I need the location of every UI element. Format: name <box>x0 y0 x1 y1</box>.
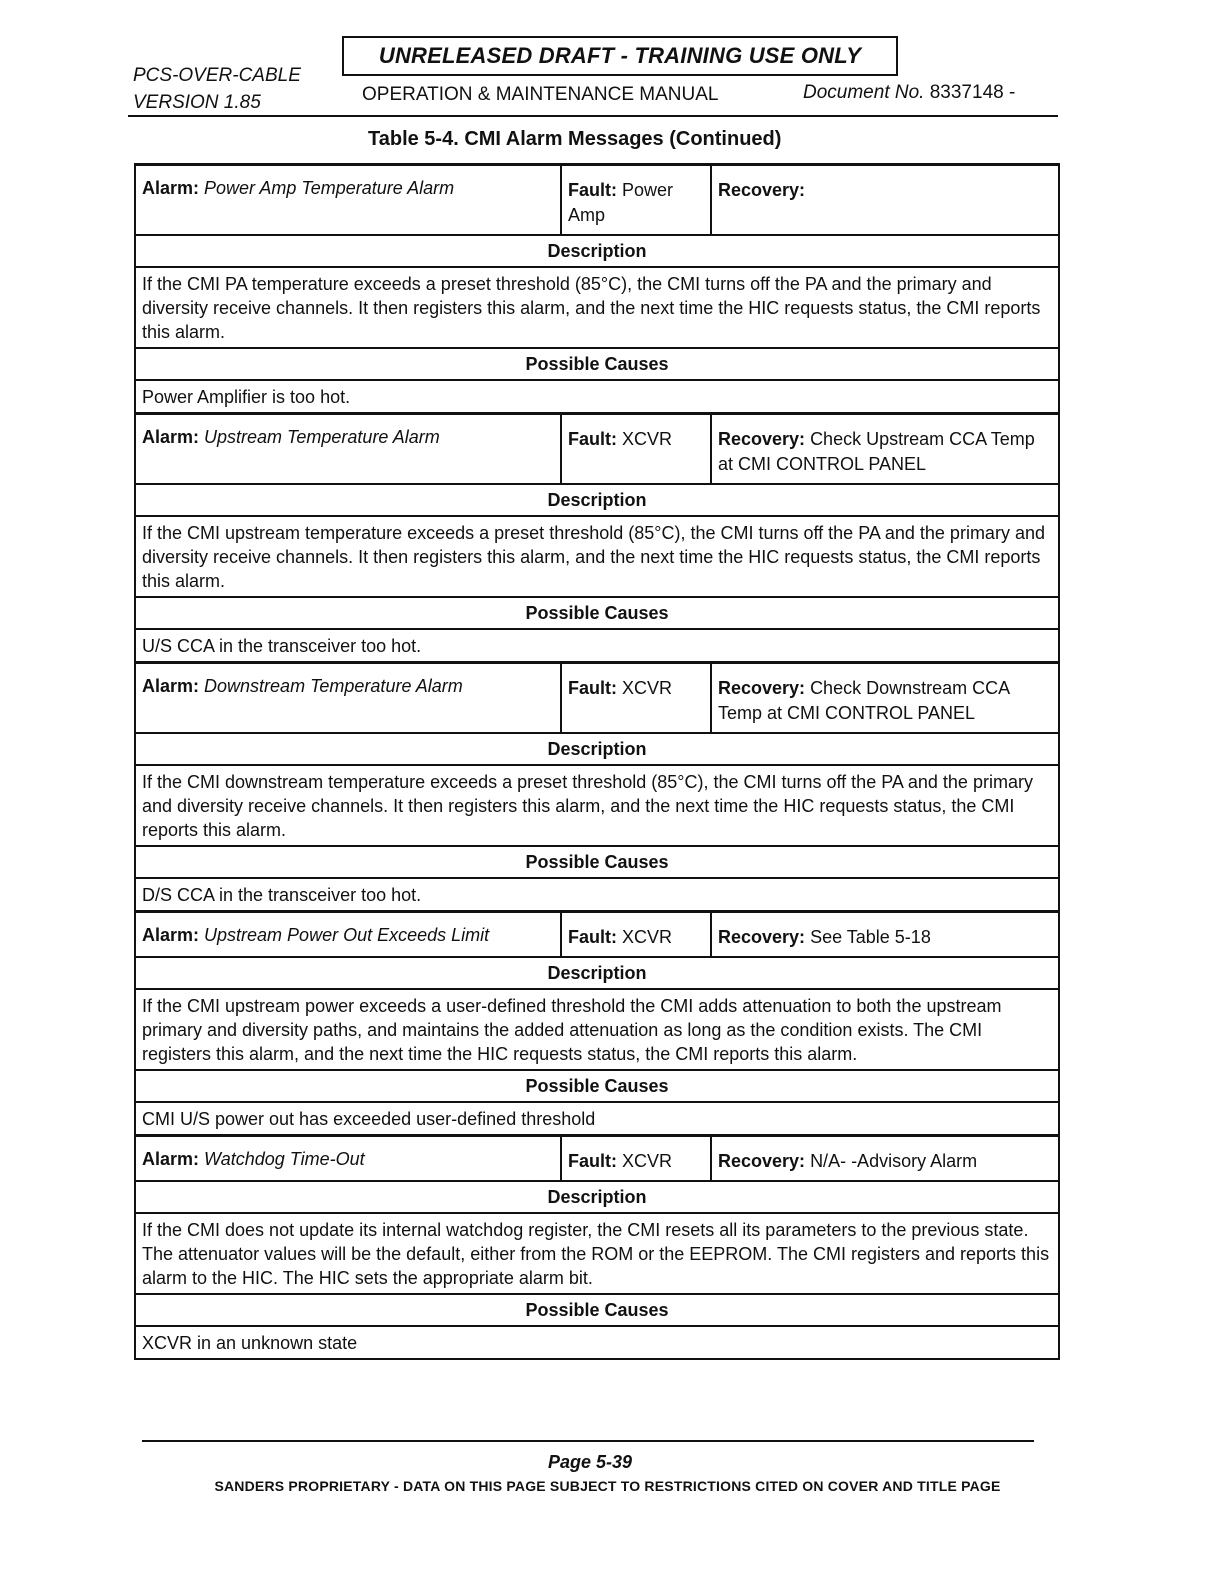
fault-label: Fault: <box>568 429 617 449</box>
recovery-label: Recovery: <box>718 678 806 698</box>
possible-causes-text: U/S CCA in the transceiver too hot. <box>136 628 1058 661</box>
product-name: PCS-OVER-CABLE <box>133 65 301 86</box>
alarm-label: Alarm: <box>142 925 200 945</box>
proprietary-notice: SANDERS PROPRIETARY - DATA ON THIS PAGE SUBJECT TO RESTRICTIONS CITED ON COVER AND TITLE PAGE <box>214 1478 1001 1494</box>
alarm-row <box>136 664 1058 732</box>
recovery-value: N/A- -Advisory Alarm <box>810 1151 978 1171</box>
alarm-row <box>136 1137 1058 1180</box>
alarm-name: Downstream Temperature Alarm <box>204 676 463 696</box>
document-number-label: Document No. <box>803 82 925 103</box>
description-heading: Description <box>136 483 1058 515</box>
possible-causes-text: XCVR in an unknown state <box>136 1325 1058 1358</box>
description-text: If the CMI PA temperature exceeds a preset threshold (85°C), the CMI turns off the PA and the primary and diversity receive channels. It then registers this alarm, and the next time the HIC requests status, the CMI reports this alarm. <box>136 266 1058 347</box>
header-left <box>133 62 301 116</box>
recovery-cell <box>712 913 1058 956</box>
alarm-cell <box>136 415 562 483</box>
fault-label: Fault: <box>568 1151 617 1171</box>
document-number-value: 8337148 - <box>929 82 1016 103</box>
possible-causes-heading: Possible Causes <box>136 845 1058 877</box>
fault-label: Fault: <box>568 678 617 698</box>
alarm-label: Alarm: <box>142 427 200 447</box>
possible-causes-heading: Possible Causes <box>136 347 1058 379</box>
recovery-cell <box>712 166 1058 234</box>
recovery-cell <box>712 415 1058 483</box>
document-number <box>803 82 1015 104</box>
fault-value: XCVR <box>622 1151 673 1171</box>
recovery-label: Recovery: <box>718 429 806 449</box>
fault-label: Fault: <box>568 180 617 200</box>
fault-cell <box>562 913 712 956</box>
table-title: Table 5-4. CMI Alarm Messages (Continued) <box>368 128 782 150</box>
fault-value: XCVR <box>622 927 673 947</box>
fault-cell <box>562 415 712 483</box>
alarm-block <box>134 163 1060 414</box>
description-text: If the CMI does not update its internal watchdog register, the CMI resets all its parameters to the previous state. The attenuator values will be the default, either from the ROM or the EEPROM. The CMI registers and reports this alarm to the HIC. The HIC sets the appropriate alarm bit. <box>136 1212 1058 1293</box>
alarm-name: Upstream Power Out Exceeds Limit <box>204 925 490 945</box>
possible-causes-text: D/S CCA in the transceiver too hot. <box>136 877 1058 910</box>
description-heading: Description <box>136 1180 1058 1212</box>
alarm-name: Power Amp Temperature Alarm <box>204 178 455 198</box>
recovery-label: Recovery: <box>718 1151 806 1171</box>
alarm-cell <box>136 913 562 956</box>
fault-cell <box>562 664 712 732</box>
alarm-name: Upstream Temperature Alarm <box>204 427 440 447</box>
fault-cell <box>562 166 712 234</box>
possible-causes-text: CMI U/S power out has exceeded user-defined threshold <box>136 1101 1058 1134</box>
alarm-label: Alarm: <box>142 676 200 696</box>
manual-title: OPERATION & MAINTENANCE MANUAL <box>362 84 719 105</box>
fault-label: Fault: <box>568 927 617 947</box>
possible-causes-heading: Possible Causes <box>136 1293 1058 1325</box>
alarm-cell <box>136 1137 562 1180</box>
alarm-label: Alarm: <box>142 178 200 198</box>
page-number: Page 5-39 <box>547 1452 633 1472</box>
header-rule <box>128 115 1058 117</box>
alarm-block <box>134 661 1060 912</box>
product-version: VERSION 1.85 <box>133 92 261 113</box>
draft-banner: UNRELEASED DRAFT - TRAINING USE ONLY <box>342 36 898 76</box>
recovery-cell <box>712 1137 1058 1180</box>
fault-cell <box>562 1137 712 1180</box>
recovery-value: Check Downstream CCA Temp at CMI CONTROL PANEL <box>718 678 1010 723</box>
fault-value: XCVR <box>622 678 673 698</box>
possible-causes-heading: Possible Causes <box>136 1069 1058 1101</box>
recovery-cell <box>712 664 1058 732</box>
alarm-row <box>136 913 1058 956</box>
alarm-block <box>134 1134 1060 1360</box>
alarm-block <box>134 412 1060 663</box>
description-text: If the CMI downstream temperature exceeds a preset threshold (85°C), the CMI turns off the PA and the primary and diversity receive channels. It then registers this alarm, and the next time the HIC requests status, the CMI reports this alarm. <box>136 764 1058 845</box>
footer-rule <box>142 1440 1034 1442</box>
description-heading: Description <box>136 956 1058 988</box>
fault-value: XCVR <box>622 429 673 449</box>
alarm-block <box>134 910 1060 1136</box>
recovery-label: Recovery: <box>718 927 806 947</box>
alarm-label: Alarm: <box>142 1149 200 1169</box>
description-text: If the CMI upstream power exceeds a user-defined threshold the CMI adds attenuation to both the upstream primary and diversity paths, and maintains the added attenuation as long as the condition exists. The CMI registers this alarm, and the next time the HIC requests status, the CMI reports this alarm. <box>136 988 1058 1069</box>
description-text: If the CMI upstream temperature exceeds a preset threshold (85°C), the CMI turns off the PA and the primary and diversity receive channels. It then registers this alarm, and the next time the HIC requests status, the CMI reports this alarm. <box>136 515 1058 596</box>
alarm-table <box>134 163 1060 1360</box>
recovery-value: See Table 5-18 <box>810 927 931 947</box>
recovery-value: Check Upstream CCA Temp at CMI CONTROL PANEL <box>718 429 1035 474</box>
alarm-cell <box>136 664 562 732</box>
alarm-row <box>136 415 1058 483</box>
alarm-row <box>136 166 1058 234</box>
recovery-label: Recovery: <box>718 180 806 200</box>
alarm-cell <box>136 166 562 234</box>
possible-causes-text: Power Amplifier is too hot. <box>136 379 1058 412</box>
description-heading: Description <box>136 732 1058 764</box>
fault-value: Power Amp <box>568 180 674 225</box>
alarm-name: Watchdog Time-Out <box>204 1149 365 1169</box>
description-heading: Description <box>136 234 1058 266</box>
possible-causes-heading: Possible Causes <box>136 596 1058 628</box>
